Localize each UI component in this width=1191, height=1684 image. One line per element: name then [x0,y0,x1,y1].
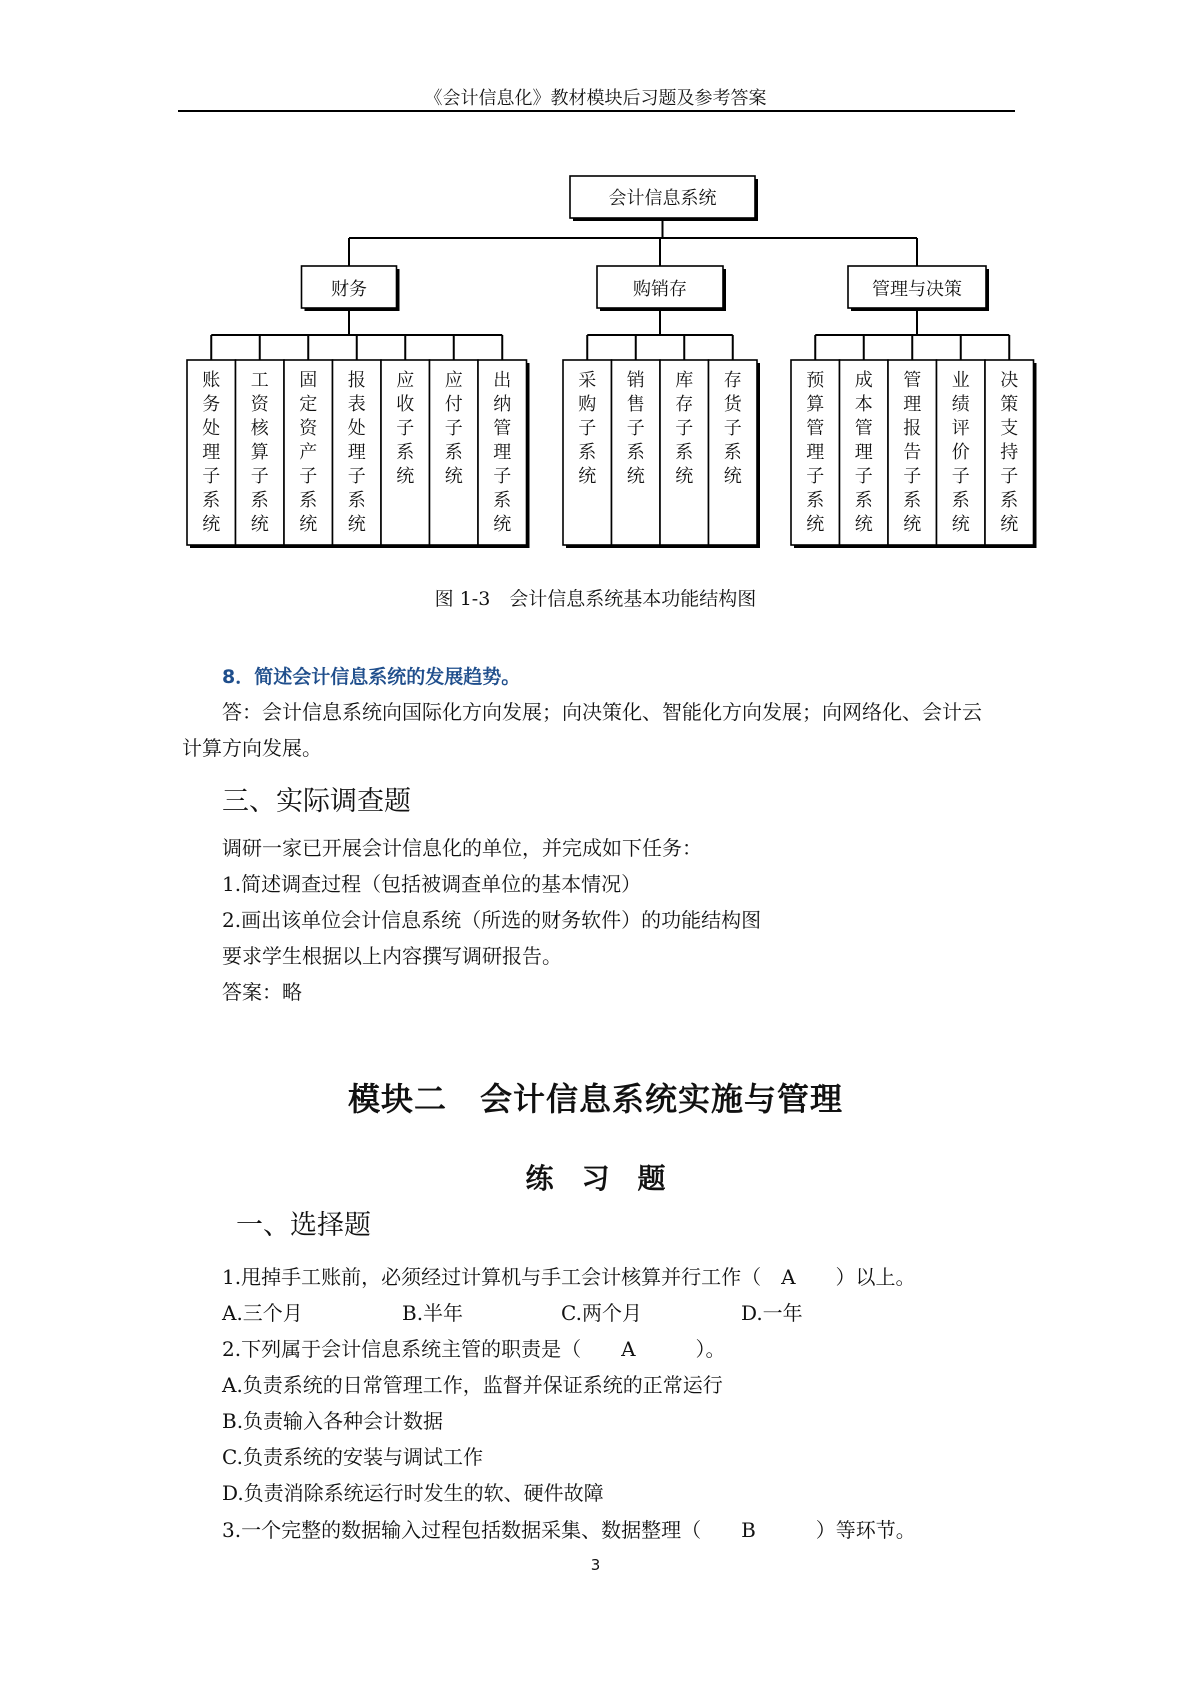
leaf-node-char: 子 [626,418,645,439]
leaf-node-char: 统 [903,514,922,535]
section-3-line: 2.画出该单位会计信息系统（所选的财务软件）的功能结构图 [222,908,762,932]
leaf-node-char: 算 [250,442,269,463]
leaf-node-char: 系 [951,490,970,511]
leaf-node-char: 系 [299,490,318,511]
leaf-node-char: 固 [299,370,318,391]
leaf-node-char: 子 [493,466,512,487]
leaf-node-char: 纳 [493,394,512,415]
leaf-node-char: 绩 [951,394,970,415]
leaf-node-char: 统 [951,514,970,535]
leaf-node-char: 统 [250,514,269,535]
leaf-node-char: 支 [1000,418,1019,439]
leaf-node-char: 管 [903,370,922,391]
leaf-node-char: 成 [854,370,873,391]
module-2-title: 模块二 会计信息系统实施与管理 [347,1080,843,1118]
leaf-node-char: 策 [1000,394,1019,415]
leaf-node-char: 理 [347,442,366,463]
leaf-node-char: 付 [444,394,463,415]
section-3-line: 要求学生根据以上内容撰写调研报告。 [222,944,562,968]
leaf-node-char: 子 [723,418,742,439]
function-structure-diagram [0,0,1191,560]
question-2-option-b: B.负责输入各种会计数据 [222,1409,444,1433]
leaf-node-char: 告 [903,442,922,463]
leaf-node-char: 理 [493,442,512,463]
leaf-node-char: 销 [626,370,645,391]
leaf-node-char: 业 [951,370,970,391]
leaf-node-char: 收 [396,394,415,415]
leaf-node-char: 管 [806,418,825,439]
leaf-node-char: 管 [854,418,873,439]
leaf-node-char: 系 [854,490,873,511]
leaf-node-char: 系 [1000,490,1019,511]
leaf-node-char: 处 [202,418,221,439]
exercises-title: 练 习 题 [525,1162,666,1195]
leaf-node-char: 售 [626,394,645,415]
leaf-node-char: 统 [854,514,873,535]
leaf-node-char: 子 [675,418,694,439]
leaf-node-char: 资 [250,394,269,415]
leaf-node-char: 系 [493,490,512,511]
leaf-node-char: 统 [723,466,742,487]
leaf-node-char: 子 [854,466,873,487]
leaf-node-char: 理 [903,394,922,415]
leaf-node-char: 子 [299,466,318,487]
leaf-node-char: 子 [903,466,922,487]
leaf-node-char: 报 [903,418,922,439]
leaf-node-char: 工 [250,370,269,391]
figure-caption: 图 1-3 会计信息系统基本功能结构图 [434,588,757,610]
question-2-option-a: A.负责系统的日常管理工作，监督并保证系统的正常运行 [222,1373,723,1397]
leaf-node-char: 子 [250,466,269,487]
question-1-option-b: B.半年 [402,1301,464,1325]
leaf-node-char: 统 [202,514,221,535]
leaf-node-char: 系 [675,442,694,463]
answer-8-line1: 答：会计信息系统向国际化方向发展；向决策化、智能化方向发展；向网络化、会计云 [222,700,982,724]
leaf-node-char: 价 [951,442,970,463]
leaf-node-char: 采 [578,370,597,391]
leaf-node-char: 应 [444,370,463,391]
leaf-node-char: 系 [396,442,415,463]
leaf-node-char: 理 [854,442,873,463]
answer-8-line2: 计算方向发展。 [182,736,322,760]
leaf-node-char: 统 [626,466,645,487]
leaf-node-char: 理 [806,442,825,463]
leaf-node-char: 产 [299,442,318,463]
section-3-line: 答案：略 [222,980,302,1004]
leaf-node-char: 货 [723,394,742,415]
leaf-node-char: 系 [806,490,825,511]
leaf-node-char: 报 [347,370,366,391]
leaf-node-char: 子 [578,418,597,439]
section-3-title: 三、实际调查题 [222,786,411,817]
leaf-node-char: 定 [299,394,318,415]
leaf-node-char: 务 [202,394,221,415]
leaf-node-char: 统 [347,514,366,535]
leaf-node-char: 统 [493,514,512,535]
group-node-label: 购销存 [633,279,687,300]
leaf-node-char: 系 [626,442,645,463]
leaf-node-char: 库 [675,370,694,391]
leaf-node-char: 核 [250,418,269,439]
question-2-option-d: D.负责消除系统运行时发生的软、硬件故障 [222,1481,604,1505]
page-number: 3 [590,1556,601,1574]
leaf-node-char: 理 [202,442,221,463]
leaf-node-char: 评 [951,418,970,439]
leaf-node-char: 子 [444,418,463,439]
question-2-option-c: C.负责系统的安装与调试工作 [222,1445,483,1469]
leaf-node-char: 系 [250,490,269,511]
section-1-title: 一、选择题 [236,1210,371,1241]
leaf-node-char: 子 [396,418,415,439]
leaf-node-char: 系 [903,490,922,511]
page-header: 《会计信息化》教材模块后习题及参考答案 [424,88,767,109]
leaf-node-char: 统 [299,514,318,535]
question-1-option-c: C.两个月 [561,1301,642,1325]
group-node-label: 管理与决策 [872,279,962,300]
group-node-label: 财务 [331,279,367,300]
leaf-node-char: 统 [1000,514,1019,535]
section-3-line: 调研一家已开展会计信息化的单位，并完成如下任务： [222,836,702,860]
leaf-node-char: 系 [723,442,742,463]
leaf-node-char: 处 [347,418,366,439]
question-2-stem: 2.下列属于会计信息系统主管的职责是（ A ）。 [222,1337,726,1361]
leaf-node-char: 系 [578,442,597,463]
leaf-node-char: 系 [347,490,366,511]
leaf-node-char: 统 [578,466,597,487]
question-1-option-a: A.三个月 [222,1301,303,1325]
leaf-node-char: 子 [951,466,970,487]
section-3-line: 1.简述调查过程（包括被调查单位的基本情况） [222,872,642,896]
leaf-node-char: 决 [1000,370,1019,391]
question-8: 8．简述会计信息系统的发展趋势。 [222,666,521,688]
leaf-node-char: 出 [493,370,512,391]
leaf-node-char: 购 [578,394,597,415]
root-node-label: 会计信息系统 [608,188,717,209]
question-1-option-d: D.一年 [741,1301,803,1325]
leaf-node-char: 资 [299,418,318,439]
leaf-node-char: 存 [675,394,694,415]
leaf-node-char: 本 [854,394,873,415]
leaf-node-char: 子 [347,466,366,487]
leaf-node-char: 算 [806,394,825,415]
leaf-node-char: 账 [202,370,221,391]
leaf-node-char: 统 [675,466,694,487]
leaf-node-char: 统 [396,466,415,487]
leaf-node-char: 系 [202,490,221,511]
leaf-node-char: 持 [1000,442,1019,463]
leaf-node-char: 表 [347,394,366,415]
leaf-node-char: 子 [806,466,825,487]
leaf-node-char: 统 [444,466,463,487]
leaf-node-char: 子 [1000,466,1019,487]
leaf-node-char: 预 [806,370,825,391]
leaf-node-char: 统 [806,514,825,535]
leaf-node-char: 应 [396,370,415,391]
leaf-node-char: 管 [493,418,512,439]
question-1-stem: 1.甩掉手工账前，必须经过计算机与手工会计核算并行工作（ A ）以上。 [222,1265,916,1289]
leaf-node-char: 子 [202,466,221,487]
leaf-node-char: 存 [723,370,742,391]
question-3-stem: 3.一个完整的数据输入过程包括数据采集、数据整理（ B ）等环节。 [222,1518,916,1542]
leaf-node-char: 系 [444,442,463,463]
